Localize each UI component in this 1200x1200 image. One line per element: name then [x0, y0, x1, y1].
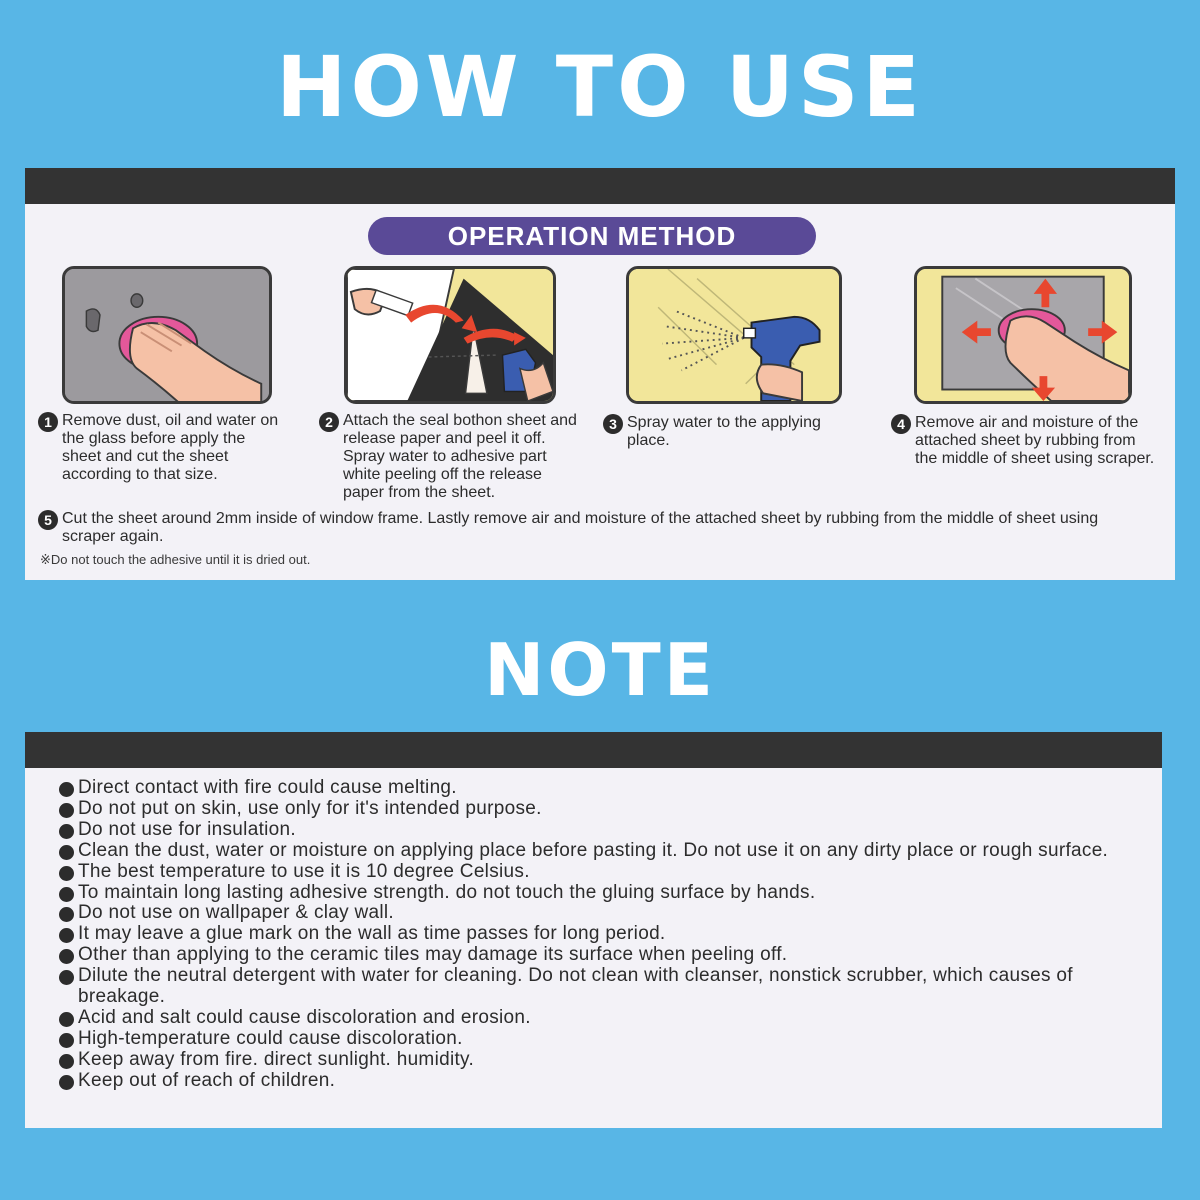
step-number-badge: 3: [603, 414, 623, 434]
note-item: High-temperature could cause discoloration.: [58, 1029, 1153, 1050]
note-item: Direct contact with fire could cause melting.: [58, 778, 1153, 799]
peel-sheet-icon: [344, 266, 556, 404]
note-item: Do not use on wallpaper & clay wall.: [58, 903, 1153, 924]
note-card: [25, 732, 1162, 1128]
step-4: [891, 414, 1161, 494]
note-title: NOTE: [484, 628, 716, 712]
rub-scraper-icon: [914, 266, 1132, 404]
step-3: [603, 414, 853, 454]
note-item: The best temperature to use it is 10 degree Celsius.: [58, 862, 1153, 883]
step-text: Remove air and moisture of the attached sheet by rubbing from the middle of sheet using scraper.: [915, 414, 1155, 467]
note-item: Clean the dust, water or moisture on applying place before pasting it. Do not use it on any dirty place or rough surface.: [58, 841, 1153, 862]
step-text: Spray water to the applying place.: [627, 414, 821, 449]
step-5: [38, 510, 1158, 550]
note-item: To maintain long lasting adhesive strength. do not touch the gluing surface by hands.: [58, 883, 1153, 904]
note-item: Do not use for insulation.: [58, 820, 1153, 841]
step-number-badge: 1: [38, 412, 58, 432]
wipe-glass-icon: [62, 266, 272, 404]
note-item: Do not put on skin, use only for it's intended purpose.: [58, 799, 1153, 820]
step-number-badge: 4: [891, 414, 911, 434]
step-2: [319, 412, 581, 510]
step-text: Remove dust, oil and water on the glass before apply the sheet and cut the sheet according to that size.: [62, 412, 279, 483]
step-text: Attach the seal bothon sheet and release paper and peel it off. Spray water to adhesive part white peeling off the release paper from the sheet.: [343, 412, 577, 501]
spray-bottle-icon: [626, 266, 842, 404]
card-header-bar: [25, 732, 1162, 768]
note-item: Acid and salt could cause discoloration and erosion.: [58, 1008, 1153, 1029]
note-item: Keep away from fire. direct sunlight. humidity.: [58, 1050, 1153, 1071]
note-item: Other than applying to the ceramic tiles may damage its surface when peeling off.: [58, 945, 1153, 966]
card-header-bar: [25, 168, 1175, 204]
operation-method-card: [25, 168, 1175, 580]
step-1: [38, 412, 283, 492]
note-item: Keep out of reach of children.: [58, 1071, 1153, 1092]
how-to-use-title: HOW TO USE: [276, 38, 924, 136]
note-item: It may leave a glue mark on the wall as time passes for long period.: [58, 924, 1153, 945]
note-item: Dilute the neutral detergent with water for cleaning. Do not clean with cleanser, nonstick scrubber, which causes of breakage.: [58, 966, 1153, 1008]
caution-note: ※Do not touch the adhesive until it is dried out.: [40, 552, 311, 567]
note-list: [58, 778, 1153, 1092]
step-text: Cut the sheet around 2mm inside of window frame. Lastly remove air and moisture of the attached sheet by rubbing from the middle of sheet using scraper again.: [62, 510, 1099, 545]
step-number-badge: 5: [38, 510, 58, 530]
operation-method-badge: OPERATION METHOD: [368, 217, 816, 255]
step-number-badge: 2: [319, 412, 339, 432]
